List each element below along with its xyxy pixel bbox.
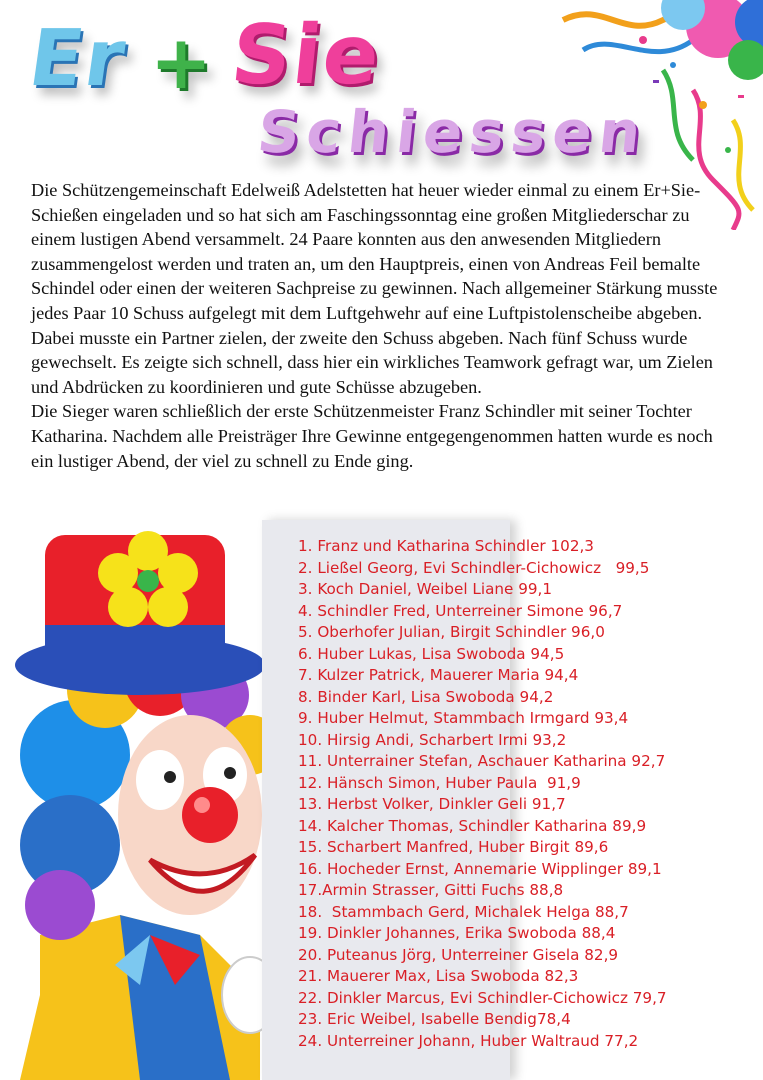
result-item: 24. Unterreiner Johann, Huber Waltraud 77,2 bbox=[298, 1031, 639, 1050]
title-sie: Sie bbox=[227, 8, 386, 103]
result-item: 3. Koch Daniel, Weibel Liane 99,1 bbox=[298, 580, 553, 598]
article-paragraph-1: Die Schützengemeinschaft Edelweiß Adelstetten hat heuer wieder einmal zu einem Er+Sie-Schießen eingeladen und so hat sich am Faschingssonntag eine großen Mitgliederschar zu einem lustigen Abend versammelt. 24 Paare konnten aus den anwesenden Mitgliedern zusammengelost werden und traten an, um den Hauptpreis, einen von Andreas Feil bemalte Schindel oder einen der weiteren Sachpreise zu gewinnen. Nach allgemeiner Stärkung musste jedes Paar 10 Schuss aufgelegt mit dem Luftgehwehr auf eine Luftpistolenscheibe abgeben. Dabei musste ein Partner zielen, der zweite den Schuss abgeben. Nach fünf Schuss wurde gewechselt. Es zeigte sich schnell, dass hier ein wirkliches Teamwork gefragt war, um Zielen und Abdrücken zu koordinieren und gute Schüsse abzugeben. bbox=[31, 180, 718, 397]
result-item: 23. Eric Weibel, Isabelle Bendig78,4 bbox=[298, 1010, 571, 1028]
result-item: 11. Unterrainer Stefan, Aschauer Katharina 92,7 bbox=[298, 752, 666, 770]
result-item: 12. Hänsch Simon, Huber Paula 91,9 bbox=[298, 773, 581, 792]
result-item: 6. Huber Lukas, Lisa Swoboda 94,5 bbox=[298, 644, 565, 663]
result-item: 8. Binder Karl, Lisa Swoboda 94,2 bbox=[298, 687, 554, 706]
title-plus: + bbox=[150, 20, 215, 106]
title-schiessen: Schiessen bbox=[254, 98, 651, 166]
article-text bbox=[31, 178, 731, 473]
results-list bbox=[298, 536, 758, 1052]
result-item: 5. Oberhofer Julian, Birgit Schindler 96,0 bbox=[298, 623, 605, 641]
clown-illustration bbox=[0, 515, 290, 1080]
result-item: 9. Huber Helmut, Stammbach Irmgard 93,4 bbox=[298, 709, 629, 727]
article-paragraph-2: Die Sieger waren schließlich der erste Schützenmeister Franz Schindler mit seiner Tochter Katharina. Nachdem alle Preisträger Ihre Gewinne entgegengenommen hatten wurde es noch ein lustiger Abend, der viel zu schnell zu Ende ging. bbox=[31, 401, 713, 471]
result-item: 15. Scharbert Manfred, Huber Birgit 89,6 bbox=[298, 838, 609, 856]
title-er: Er bbox=[23, 14, 133, 104]
result-item: 19. Dinkler Johannes, Erika Swoboda 88,4 bbox=[298, 924, 616, 942]
result-item: 20. Puteanus Jörg, Unterreiner Gisela 82,9 bbox=[298, 945, 619, 964]
result-item: 21. Mauerer Max, Lisa Swoboda 82,3 bbox=[298, 967, 579, 985]
result-item: 2. Ließel Georg, Evi Schindler-Cichowicz 99,5 bbox=[298, 558, 650, 577]
result-item: 13. Herbst Volker, Dinkler Geli 91,7 bbox=[298, 795, 566, 813]
result-item: 17.Armin Strasser, Gitti Fuchs 88,8 bbox=[298, 881, 564, 899]
result-item: 14. Kalcher Thomas, Schindler Katharina 89,9 bbox=[298, 816, 647, 835]
result-item: 16. Hocheder Ernst, Annemarie Wipplinger 89,1 bbox=[298, 859, 662, 878]
result-item: 18. Stammbach Gerd, Michalek Helga 88,7 bbox=[298, 902, 629, 921]
result-item: 1. Franz und Katharina Schindler 102,3 bbox=[298, 537, 594, 555]
result-item: 7. Kulzer Patrick, Mauerer Maria 94,4 bbox=[298, 666, 579, 684]
result-item: 22. Dinkler Marcus, Evi Schindler-Cichowicz 79,7 bbox=[298, 988, 667, 1007]
result-item: 4. Schindler Fred, Unterreiner Simone 96,7 bbox=[298, 601, 623, 620]
result-item: 10. Hirsig Andi, Scharbert Irmi 93,2 bbox=[298, 730, 567, 749]
